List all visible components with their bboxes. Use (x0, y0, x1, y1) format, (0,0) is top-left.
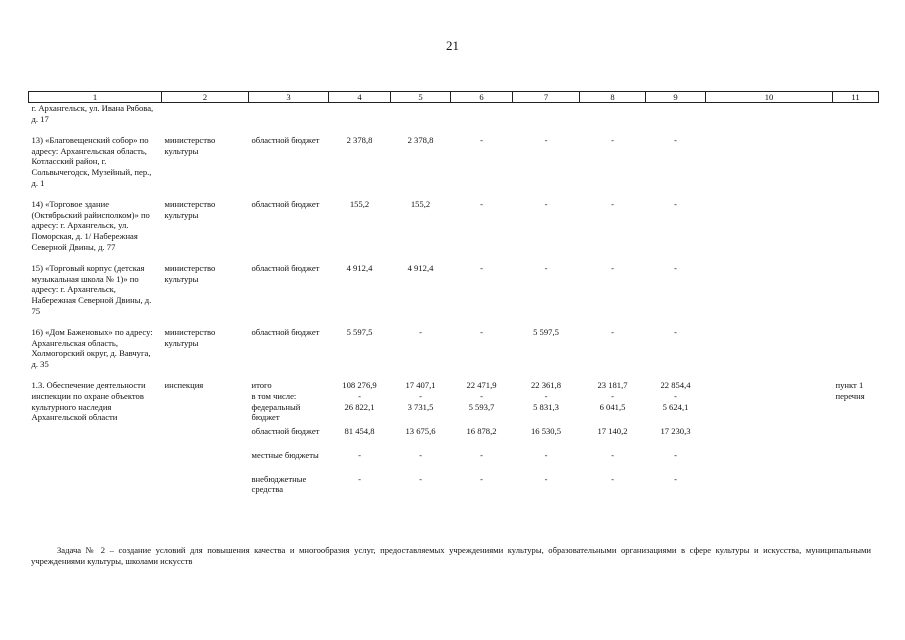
amount-year: 16 878,2 (466, 425, 497, 436)
funding-source: областной бюджет (251, 425, 320, 436)
amount-year: 3 731,5 (407, 401, 434, 412)
amount-year: - (611, 135, 614, 146)
header-row (29, 92, 879, 103)
amount-year: - (674, 327, 677, 338)
funding-source: областной бюджет (251, 135, 320, 146)
col-header: 1 (29, 92, 162, 103)
funding-source: итого (251, 380, 272, 391)
amount-year: - (480, 327, 483, 338)
amount-year: 22 361,8 (530, 380, 562, 391)
amount-year: - (544, 199, 548, 210)
activity-name: 1.3. Обеспечение деятельности инспекции по охране объектов культурного наследия Архангельской области (31, 380, 146, 423)
amount-year: - (544, 135, 548, 146)
table-row (29, 263, 879, 316)
amount-year: - (419, 327, 422, 338)
amount-year: - (480, 199, 483, 210)
funding-source: областной бюджет (251, 199, 320, 210)
object-name: 13) «Благовещенский собор» по адресу: Архангельская область, Котласский район, г. Сольвычегодск, Музейный, пер., д. 1 (31, 135, 152, 188)
col-header: 5 (391, 92, 451, 103)
col-header: 9 (646, 92, 706, 103)
amount-total: 5 597,5 (346, 327, 373, 338)
amount-total: - (358, 473, 361, 484)
col-header: 6 (451, 92, 513, 103)
amount-year: 22 471,9 (466, 380, 497, 391)
amount-year: 5 831,3 (533, 401, 559, 412)
col-header: 8 (580, 92, 646, 103)
amount-total: - (358, 449, 361, 460)
amount-year: - (674, 263, 677, 274)
amount-year: 17 140,2 (597, 425, 628, 436)
object-name: 15) «Торговый корпус (детская музыкальная школа № 1)» по адресу: г. Архангельск, Набережная Северной Двины, д. 75 (31, 263, 152, 316)
amount-total: - (358, 391, 361, 402)
amount-year: - (419, 449, 422, 460)
table-row (29, 103, 879, 125)
amount-year: 23 181,7 (597, 380, 628, 391)
amount-year: - (480, 391, 483, 402)
amount-year: - (419, 473, 422, 484)
amount-year: - (480, 449, 483, 460)
funding-source: федеральный бюджет (251, 401, 301, 423)
amount-total: 26 822,1 (344, 401, 375, 412)
program-table (28, 91, 879, 498)
executor: министерство культуры (164, 263, 216, 284)
col-header: 10 (706, 92, 833, 103)
amount-year: - (674, 391, 677, 402)
continued-address: г. Архангельск, ул. Ивана Рябова, д. 17 (31, 103, 154, 124)
amount-year: 17 407,1 (405, 380, 436, 391)
table-row (29, 199, 879, 252)
amount-total: 4 912,4 (346, 263, 373, 274)
col-header: 7 (513, 92, 580, 103)
amount-year: 5 624,1 (662, 401, 689, 412)
amount-year: - (611, 263, 614, 274)
amount-year: 13 675,6 (405, 425, 436, 436)
executor: инспекция (164, 380, 204, 391)
executor: министерство культуры (164, 199, 216, 220)
col-header: 11 (833, 92, 879, 103)
funding-source: внебюджетные средства (251, 473, 307, 495)
amount-year: 5 597,5 (533, 327, 559, 338)
funding-source: областной бюджет (251, 327, 320, 338)
amount-year: - (544, 449, 548, 460)
amount-year: - (674, 135, 677, 146)
amount-year: - (419, 391, 422, 402)
amount-total: 2 378,8 (346, 135, 373, 146)
executor: министерство культуры (164, 327, 216, 348)
amount-year: - (544, 263, 548, 274)
col-header: 3 (249, 92, 329, 103)
amount-year: - (544, 391, 548, 402)
list-reference: пункт 1 перечня (835, 380, 865, 402)
amount-year: 4 912,4 (407, 263, 434, 274)
table-row (29, 380, 879, 391)
object-name: 14) «Торговое здание (Октябрьский райисполком)» по адресу: г. Архангельск, ул. Поморская, д. 1/ Набережная Северной Двины, д. 77 (31, 199, 150, 252)
col-header: 2 (162, 92, 249, 103)
task-2-text: Задача № 2 – создание условий для повышения качества и многообразия услуг, предоставляемых учреждениями культуры, образовательными организациями в сфере культуры и искусства, муниципальными учреждениями культуры, школами искусств (31, 545, 871, 566)
amount-year: - (611, 391, 614, 402)
amount-year: - (544, 473, 548, 484)
amount-year: - (674, 199, 677, 210)
amount-total: 108 276,9 (342, 380, 377, 391)
amount-year: - (611, 449, 614, 460)
amount-year: - (611, 327, 614, 338)
col-header: 4 (329, 92, 391, 103)
table-row (29, 135, 879, 188)
amount-year: 2 378,8 (407, 135, 434, 146)
table-row (29, 327, 879, 369)
funding-source: областной бюджет (251, 263, 320, 274)
amount-year: - (674, 473, 677, 484)
amount-year: - (480, 135, 483, 146)
object-name: 16) «Дом Баженовых» по адресу: Архангельская область, Холмогорский округ, д. Вавчуга, д. 35 (31, 327, 153, 369)
executor: министерство культуры (164, 135, 216, 156)
amount-year: - (611, 199, 614, 210)
amount-year: 6 041,5 (599, 401, 626, 412)
amount-year: 22 854,4 (660, 380, 691, 391)
funding-source: в том числе: (251, 391, 297, 402)
amount-year: - (674, 449, 677, 460)
amount-total: 81 454,8 (344, 425, 375, 436)
amount-year: 16 530,5 (530, 425, 562, 436)
amount-year: 5 593,7 (468, 401, 495, 412)
amount-year: - (480, 263, 483, 274)
page-number: 21 (446, 38, 459, 53)
amount-year: 17 230,3 (660, 425, 691, 436)
amount-total: 155,2 (349, 199, 370, 210)
amount-year: 155,2 (410, 199, 431, 210)
funding-source: местные бюджеты (251, 449, 319, 460)
amount-year: - (611, 473, 614, 484)
amount-year: - (480, 473, 483, 484)
